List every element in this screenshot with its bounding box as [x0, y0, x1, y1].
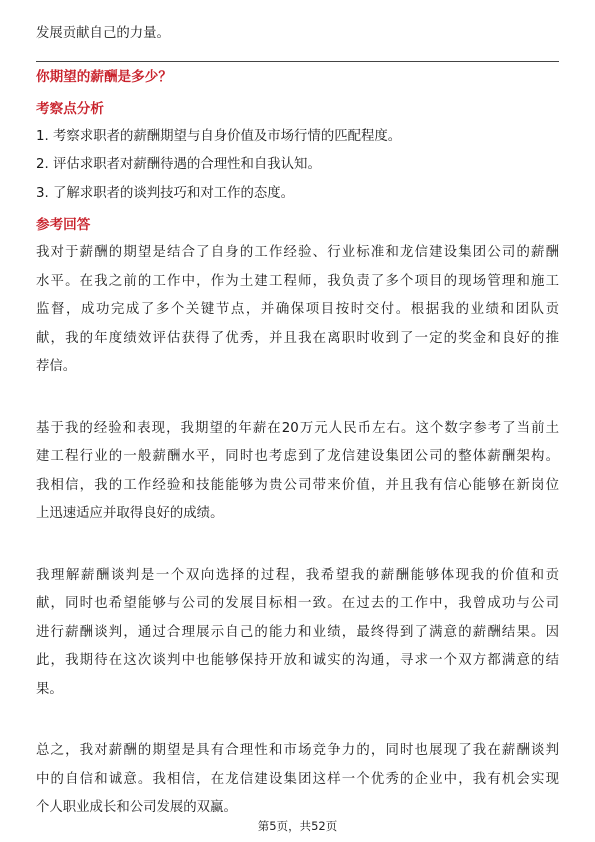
answer-line: 此，我期待在这次谈判中也能够保持开放和诚实的沟通，寻求一个双方都满意的结 — [36, 653, 559, 668]
answer-line: 献，我的年度绩效评估获得了优秀，并且我在离职时收到了一定的奖金和良好的推 — [36, 331, 559, 346]
analysis-item: 2. 评估求职者对薪酬待遇的合理性和自我认知。 — [36, 157, 321, 172]
answer-line: 上迅速适应并取得良好的成绩。 — [36, 506, 224, 521]
answer-line: 荐信。 — [36, 359, 77, 374]
answer-line: 我理解薪酬谈判是一个双向选择的过程，我希望我的薪酬能够体现我的价值和贡 — [36, 568, 559, 583]
answer-line: 中的自信和诚意。我相信，在龙信建设集团这样一个优秀的企业中，我有机会实现 — [36, 772, 559, 787]
answer-line: 水平。在我之前的工作中，作为土建工程师，我负责了多个项目的现场管理和施工 — [36, 274, 559, 289]
answer-line: 果。 — [36, 682, 63, 697]
answer-line: 个人职业成长和公司发展的双赢。 — [36, 800, 237, 815]
answer-line: 进行薪酬谈判，通过合理展示自己的能力和业绩，最终得到了满意的薪酬结果。因 — [36, 625, 559, 640]
answer-line: 基于我的经验和表现，我期望的年薪在20万元人民币左右。这个数字参考了当前土 — [36, 421, 559, 436]
section-divider — [36, 61, 559, 62]
reference-heading: 参考回答 — [36, 217, 91, 233]
document-page — [36, 0, 559, 842]
answer-line: 建工程行业的一般薪酬水平，同时也考虑到了龙信建设集团公司的整体薪酬架构。 — [36, 449, 559, 464]
analysis-item: 1. 考察求职者的薪酬期望与自身价值及市场行情的匹配程度。 — [36, 129, 402, 144]
answer-line: 献，同时也希望能够与公司的发展目标相一致。在过去的工作中，我曾成功与公司 — [36, 596, 559, 611]
answer-line: 监督，成功完成了多个关键节点，并确保项目按时交付。根据我的业绩和团队贡 — [36, 302, 559, 317]
analysis-heading: 考察点分析 — [36, 101, 104, 117]
answer-line: 我对于薪酬的期望是结合了自身的工作经验、行业标准和龙信建设集团公司的薪酬 — [36, 245, 559, 260]
answer-line: 我相信，我的工作经验和技能能够为贵公司带来价值，并且我有信心能够在新岗位 — [36, 478, 559, 493]
question-title: 你期望的薪酬是多少？ — [36, 69, 172, 85]
page-number: 第5页，共52页 — [257, 819, 338, 833]
continuation-text: 发展贡献自己的力量。 — [36, 26, 170, 41]
analysis-item: 3. 了解求职者的谈判技巧和对工作的态度。 — [36, 186, 295, 201]
answer-line: 总之，我对薪酬的期望是具有合理性和市场竞争力的，同时也展现了我在薪酬谈判 — [36, 743, 559, 758]
